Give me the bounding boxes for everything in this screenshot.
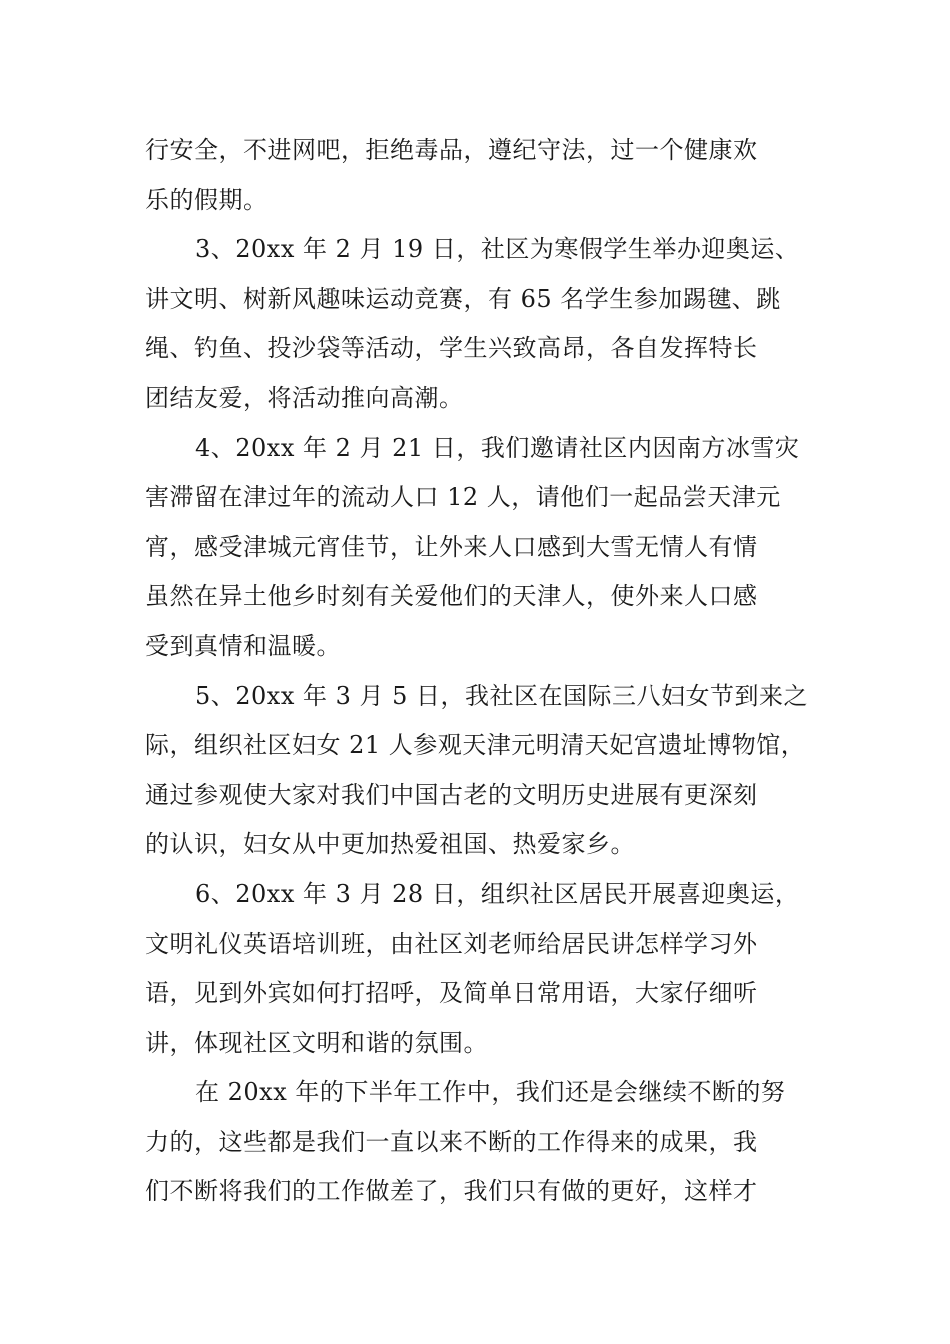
text-line-15: 的认识，妇女从中更加热爱祖国、热爱家乡。 [145, 830, 635, 859]
text-line-22: 们不断将我们的工作做差了，我们只有做的更好，这样才 [145, 1177, 758, 1206]
text-line-17: 文明礼仪英语培训班，由社区刘老师给居民讲怎样学习外 [145, 929, 758, 958]
text-line-9: 宵，感受津城元宵佳节，让外来人口感到大雪无情人有情 [145, 532, 758, 561]
text-line-11: 受到真情和温暖。 [145, 631, 341, 660]
text-line-4: 讲文明、树新风趣味运动竞赛，有 65 名学生参加踢毽、跳 [145, 284, 781, 313]
text-line-6: 团结友爱，将活动推向高潮。 [145, 383, 464, 412]
text-line-18: 语，见到外宾如何打招呼，及简单日常用语，大家仔细听 [145, 979, 758, 1008]
text-line-8: 害滞留在津过年的流动人口 12 人，请他们一起品尝天津元 [145, 483, 781, 512]
text-line-1: 行安全，不进网吧，拒绝毒品，遵纪守法，过一个健康欢 [145, 136, 758, 164]
text-line-21: 力的，这些都是我们一直以来不断的工作得来的成果，我 [145, 1127, 758, 1156]
text-line-14: 通过参观使大家对我们中国古老的文明历史进展有更深刻 [145, 780, 758, 809]
text-line-13: 际，组织社区妇女 21 人参观天津元明清天妃宫遗址博物馆， [145, 731, 806, 760]
body-text [145, 126, 810, 1217]
text-line-2: 乐的假期。 [145, 185, 268, 214]
text-line-5: 绳、钓鱼、投沙袋等活动，学生兴致高昂，各自发挥特长 [145, 334, 758, 363]
text-line-10: 虽然在异土他乡时刻有关爱他们的天津人，使外来人口感 [145, 582, 758, 611]
text-line-19: 讲，体现社区文明和谐的氛围。 [145, 1028, 488, 1057]
text-line-12: 5、20xx 年 3 月 5 日，我社区在国际三八妇女节到来之 [195, 681, 809, 710]
text-line-3: 3、20xx 年 2 月 19 日，社区为寒假学生举办迎奥运、 [195, 235, 800, 264]
text-line-16: 6、20xx 年 3 月 28 日，组织社区居民开展喜迎奥运， [195, 879, 800, 908]
text-line-20: 在 20xx 年的下半年工作中，我们还是会继续不断的努 [195, 1078, 786, 1107]
text-line-7: 4、20xx 年 2 月 21 日，我们邀请社区内因南方冰雪灾 [195, 433, 800, 462]
